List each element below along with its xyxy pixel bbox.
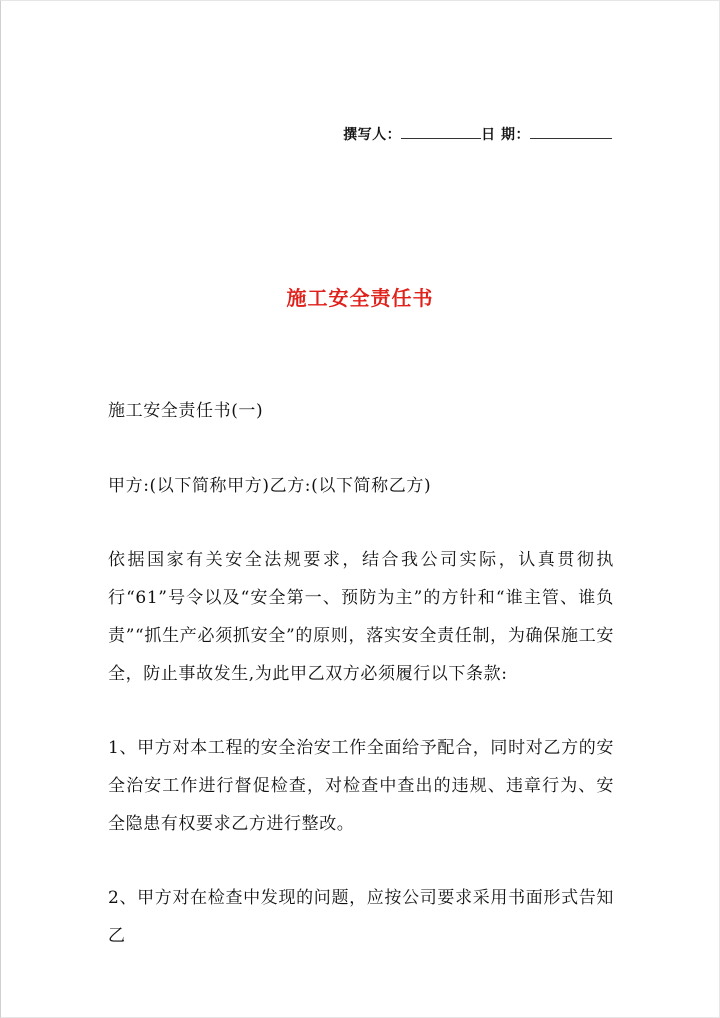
date-label: 日 期：	[481, 127, 530, 143]
author-date-line	[343, 124, 612, 144]
author-label: 撰写人：	[343, 127, 402, 143]
clause-2: 2、甲方对在检查中发现的问题，应按公司要求采用书面形式告知乙	[108, 888, 614, 946]
intro-paragraph: 依据国家有关安全法规要求，结合我公司实际，认真贯彻执行“61”号令以及“安全第一、预防为主”的方针和“谁主管、谁负责”“抓生产必须抓安全”的原则，落实安全责任制，为确保施工安全，防止事故发生,为此甲乙双方必须履行以下条款:	[108, 550, 614, 684]
document-title: 施工安全责任书	[286, 286, 434, 310]
date-blank	[530, 124, 612, 139]
clause-1: 1、甲方对本工程的安全治安工作全面给予配合，同时对乙方的安全治安工作进行督促检查，对检查中查出的违规、违章行为、安全隐患有权要求乙方进行整改。	[108, 738, 614, 834]
author-blank	[401, 124, 481, 139]
document-subtitle: 施工安全责任书(一)	[108, 401, 264, 421]
parties-paragraph: 甲方:(以下简称甲方)乙方:(以下简称乙方)	[108, 476, 432, 496]
